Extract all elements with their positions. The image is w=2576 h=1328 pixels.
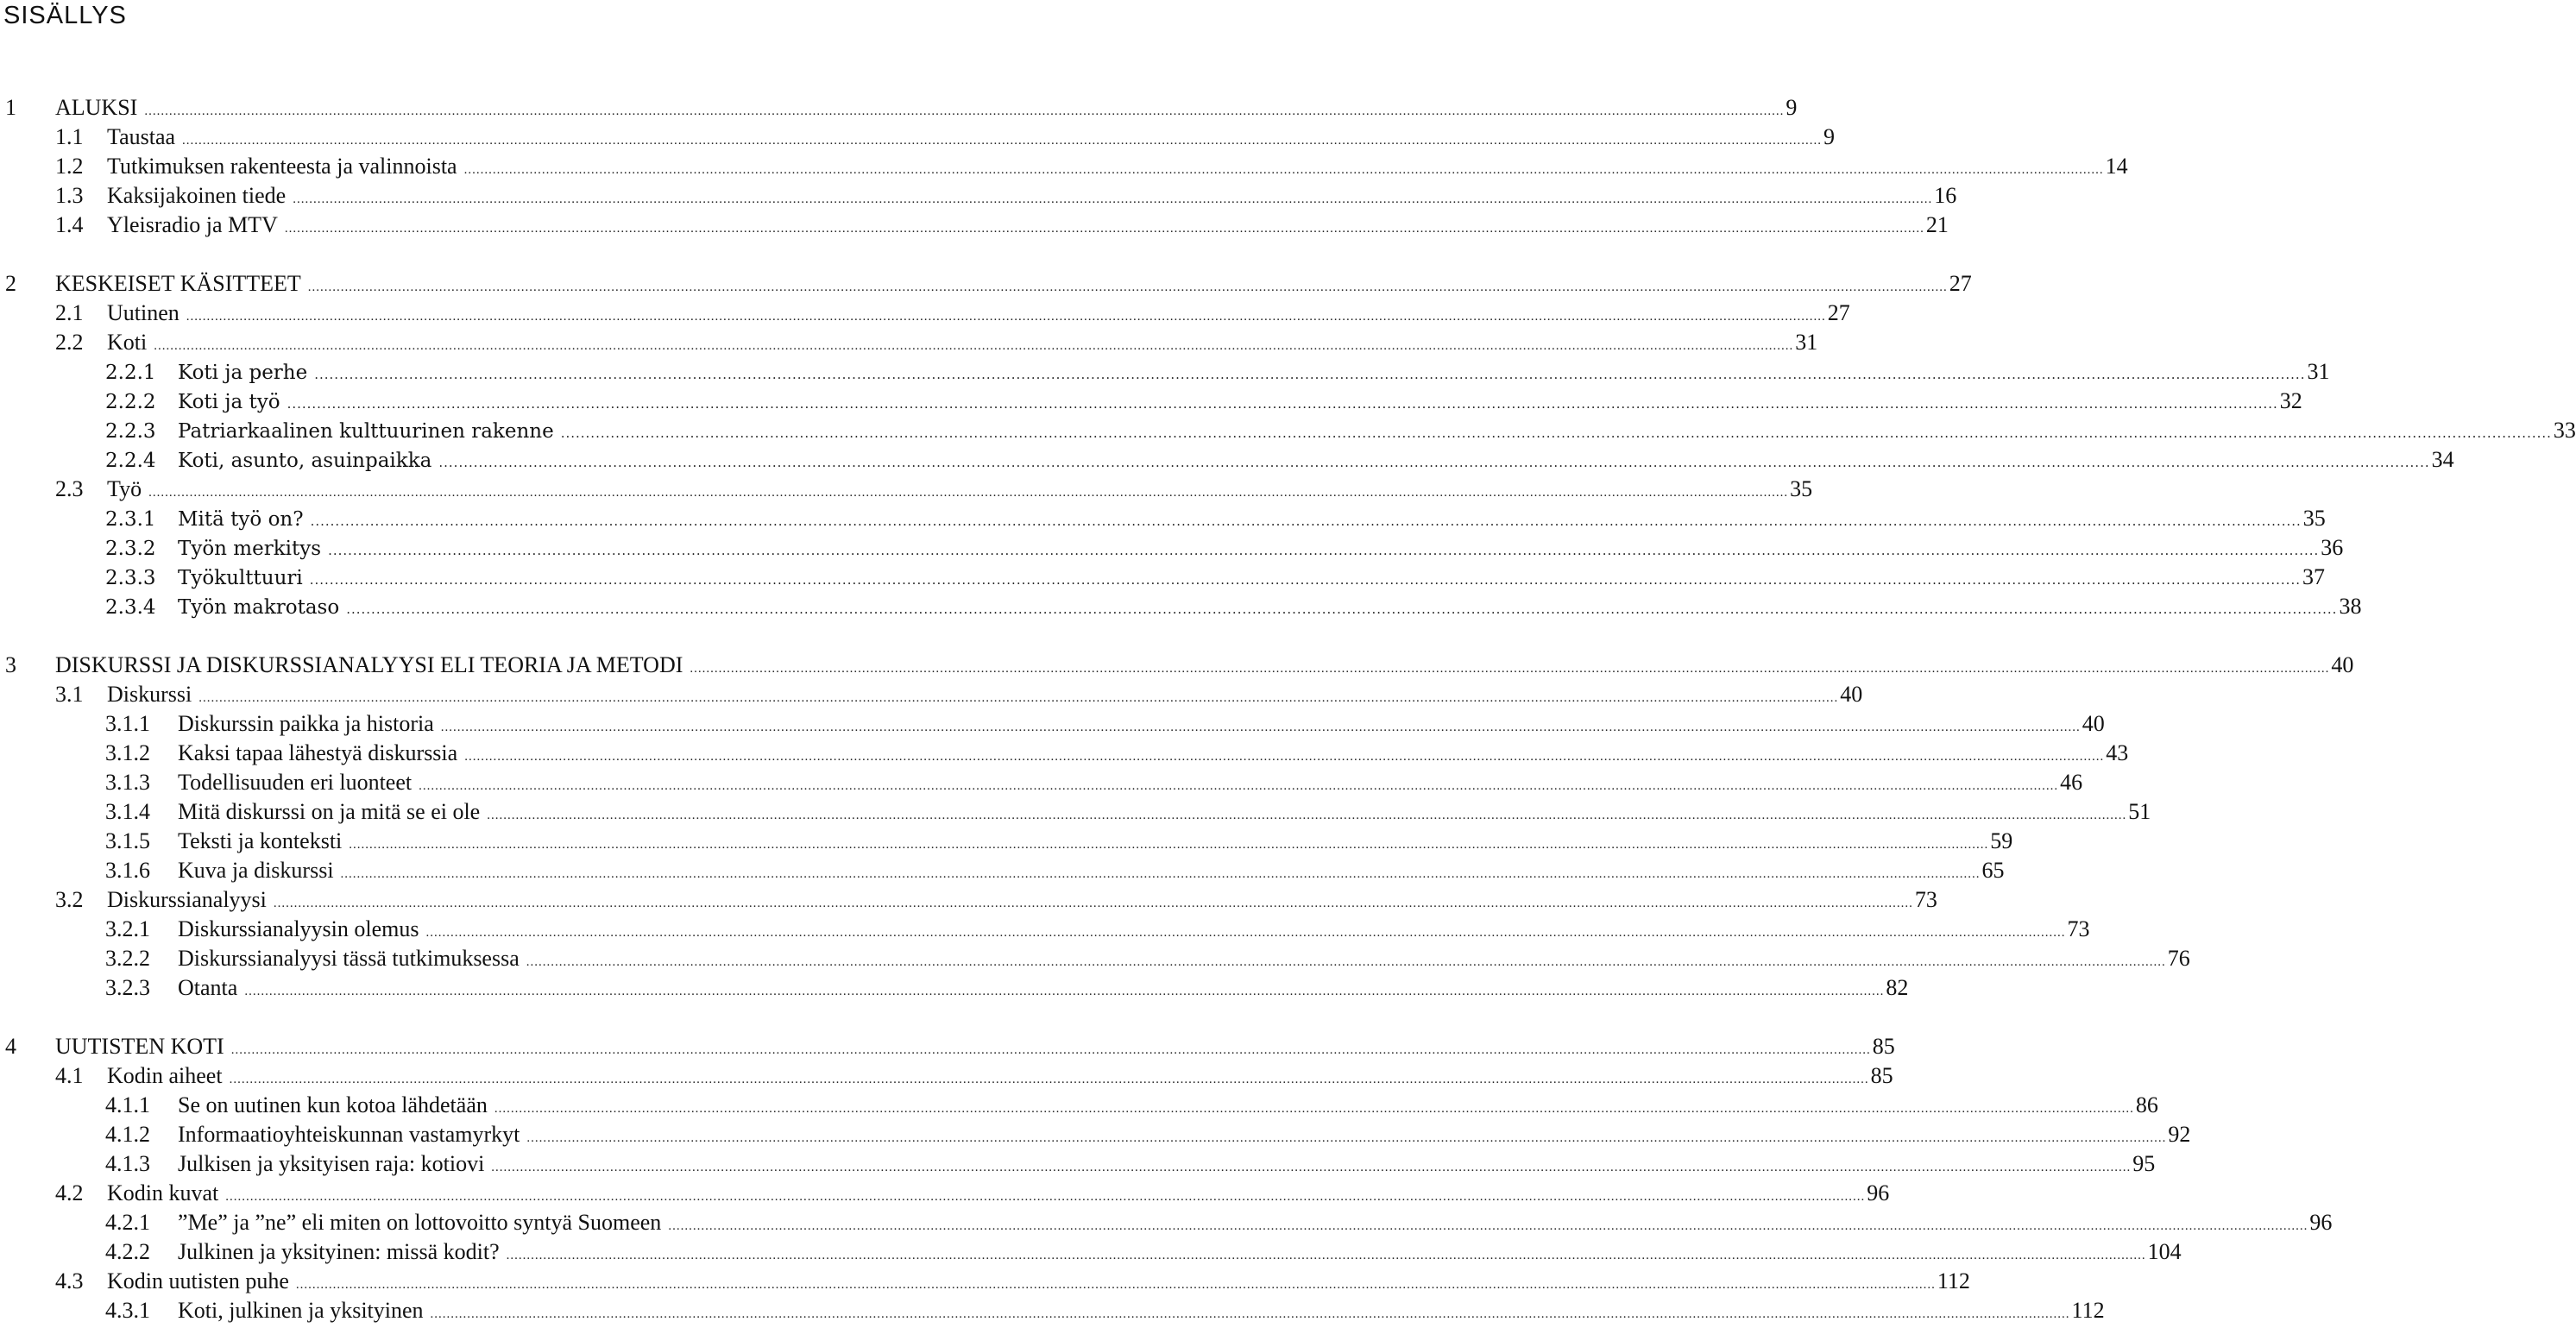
toc-entry-page: 31 (1795, 330, 1818, 355)
toc-entry[interactable] (0, 359, 2330, 385)
toc-entry[interactable] (0, 154, 2128, 179)
toc-entry-number: 2.3.2 (105, 538, 156, 560)
dot-leader: ................................................................................................................................................................................................................................................................................................................................................................................................................ (309, 572, 2301, 588)
toc-entry-number: 1.2 (55, 154, 84, 179)
toc-entry-page: 32 (2279, 388, 2302, 413)
toc-entry-label: Taustaa (107, 124, 176, 149)
toc-entry-number: 2.3 (55, 476, 84, 501)
dot-leader: ................................................................................................................................................................................................................................................................................................................................................................................................................ (230, 1043, 1871, 1057)
toc-entry-label: Patriarkaalinen kulttuurinen rakenne (178, 420, 554, 443)
toc-entry-number: 4.1 (55, 1063, 84, 1088)
dot-leader: ................................................................................................................................................................................................................................................................................................................................................................................................................ (491, 1161, 2132, 1174)
toc-entry-page: 40 (2331, 652, 2354, 677)
toc-entry-label: Koti ja perhe (178, 362, 308, 384)
toc-entry-page: 27 (1949, 271, 1972, 296)
dot-leader: ................................................................................................................................................................................................................................................................................................................................................................................................................ (560, 425, 2552, 441)
toc-entry-label: Kaksijakoinen tiede (107, 183, 287, 208)
toc-entry-page: 9 (1823, 124, 1836, 149)
dot-leader: ................................................................................................................................................................................................................................................................................................................................................................................................................ (494, 1102, 2134, 1116)
toc-entry-number: 3.2 (55, 887, 84, 912)
dot-leader: ................................................................................................................................................................................................................................................................................................................................................................................................................ (244, 985, 1885, 998)
toc-entry[interactable] (0, 124, 1836, 150)
toc-entry-number: 3.1.5 (105, 828, 150, 853)
toc-entry-label: Työn merkitys (178, 538, 322, 560)
toc-entry-label: Koti, julkinen ja yksityinen (178, 1298, 424, 1323)
dot-leader: ................................................................................................................................................................................................................................................................................................................................................................................................................ (148, 486, 1789, 500)
dot-leader: ................................................................................................................................................................................................................................................................................................................................................................................................................ (463, 163, 2104, 177)
toc-entry-label: Diskurssi (107, 682, 192, 707)
toc-entry-number: 2.1 (55, 300, 84, 325)
toc-entry-page: 37 (2302, 564, 2325, 589)
toc-entry[interactable] (0, 388, 2302, 414)
toc-entry[interactable] (0, 740, 2129, 766)
toc-entry[interactable] (0, 1122, 2191, 1148)
toc-entry-number: 2.2.3 (105, 420, 156, 443)
toc-entry-number: 4.1.1 (105, 1092, 150, 1117)
dot-leader: ................................................................................................................................................................................................................................................................................................................................................................................................................ (295, 1278, 1936, 1292)
toc-entry[interactable] (0, 1268, 1970, 1294)
toc-entry-label: Mitä diskurssi on ja mitä se ei ole (178, 799, 481, 824)
dot-leader: ................................................................................................................................................................................................................................................................................................................................................................................................................ (349, 838, 1989, 852)
toc-entry-number: 3.1 (55, 682, 84, 707)
toc-entry[interactable] (0, 858, 2005, 884)
toc-entry-number: 3.1.6 (105, 858, 150, 883)
toc-entry-page: 51 (2128, 799, 2151, 824)
toc-entry-number: 2.3.3 (105, 567, 156, 589)
toc-title: SISÄLLYS (3, 2, 127, 29)
toc-entry[interactable] (0, 418, 2576, 444)
toc-entry-number: 1.1 (55, 124, 84, 149)
toc-entry-page: 34 (2431, 447, 2454, 472)
toc-entry-number: 3.1.2 (105, 740, 150, 765)
toc-entry-page: 14 (2105, 154, 2128, 179)
dot-leader: ................................................................................................................................................................................................................................................................................................................................................................................................................ (440, 721, 2081, 734)
toc-entry-page: 9 (1786, 95, 1798, 120)
dot-leader: ................................................................................................................................................................................................................................................................................................................................................................................................................ (225, 1190, 1866, 1204)
toc-entry[interactable] (0, 1210, 2333, 1236)
dot-leader: ................................................................................................................................................................................................................................................................................................................................................................................................................ (284, 222, 1924, 236)
toc-entry-page: 16 (1934, 183, 1957, 208)
toc-entry[interactable] (0, 183, 1957, 209)
toc-entry-page: 59 (1990, 828, 2013, 853)
toc-entry[interactable] (0, 506, 2326, 532)
toc-entry-number: 2.2 (55, 330, 84, 355)
toc-entry-page: 112 (2071, 1298, 2105, 1323)
toc-entry-page: 96 (2309, 1210, 2333, 1235)
toc-entry-page: 43 (2106, 740, 2129, 765)
dot-leader: ................................................................................................................................................................................................................................................................................................................................................................................................................ (186, 310, 1826, 324)
toc-entry-label: Julkisen ja yksityisen raja: kotiovi (178, 1151, 485, 1176)
toc-entry[interactable] (0, 594, 2362, 620)
toc-entry[interactable] (0, 946, 2190, 972)
dot-leader: ................................................................................................................................................................................................................................................................................................................................................................................................................ (668, 1219, 2308, 1233)
toc-entry-number: 2 (5, 271, 16, 296)
toc-entry-label: Diskurssianalyysi (107, 887, 267, 912)
dot-leader: ................................................................................................................................................................................................................................................................................................................................................................................................................ (340, 867, 1981, 881)
toc-entry-label: Kodin aiheet (107, 1063, 223, 1088)
toc-entry-label: UUTISTEN KOTI (55, 1034, 224, 1059)
toc-entry-number: 2.2.4 (105, 450, 156, 472)
dot-leader: ................................................................................................................................................................................................................................................................................................................................................................................................................ (154, 339, 1794, 353)
toc-entry[interactable] (0, 1298, 2105, 1324)
toc-entry-number: 1.3 (55, 183, 84, 208)
toc-entry-label: Työn makrotaso (178, 596, 340, 619)
toc-entry[interactable] (0, 770, 2083, 796)
toc-entry-label: Diskurssin paikka ja historia (178, 711, 434, 736)
toc-entry-label: Koti (107, 330, 148, 355)
toc-entry-number: 4 (5, 1034, 16, 1059)
toc-entry[interactable] (0, 564, 2325, 590)
toc-entry-number: 3.2.1 (105, 916, 150, 941)
toc-entry-number: 2.2.1 (105, 362, 156, 384)
dot-leader: ................................................................................................................................................................................................................................................................................................................................................................................................................ (310, 513, 2302, 529)
toc-entry-number: 4.3.1 (105, 1298, 150, 1323)
toc-entry-label: Todellisuuden eri luonteet (178, 770, 413, 795)
dot-leader: ................................................................................................................................................................................................................................................................................................................................................................................................................ (307, 280, 1948, 294)
toc-entry[interactable] (0, 1034, 1895, 1060)
dot-leader: ................................................................................................................................................................................................................................................................................................................................................................................................................ (346, 601, 2338, 617)
toc-entry-label: ”Me” ja ”ne” eli miten on lottovoitto syntyä Suomeen (178, 1210, 662, 1235)
toc-entry[interactable] (0, 828, 2013, 854)
dot-leader: ................................................................................................................................................................................................................................................................................................................................................................................................................ (419, 779, 2059, 793)
toc-entry-label: Kaksi tapaa lähestyä diskurssia (178, 740, 458, 765)
toc-entry-number: 3.1.4 (105, 799, 150, 824)
toc-entry-label: Kodin uutisten puhe (107, 1268, 289, 1293)
toc-entry-label: Yleisradio ja MTV (107, 212, 278, 237)
dot-leader: ................................................................................................................................................................................................................................................................................................................................................................................................................ (198, 691, 1839, 705)
toc-entry-number: 2.2.2 (105, 391, 156, 413)
toc-entry-number: 4.1.2 (105, 1122, 150, 1147)
toc-entry-page: 33 (2553, 418, 2576, 443)
toc-entry-label: Koti, asunto, asuinpaikka (178, 450, 432, 472)
dot-leader: ................................................................................................................................................................................................................................................................................................................................................................................................................ (273, 897, 1913, 910)
toc-entry-number: 2.3.1 (105, 508, 156, 531)
dot-leader: ................................................................................................................................................................................................................................................................................................................................................................................................................ (690, 662, 2330, 676)
toc-entry-page: 31 (2307, 359, 2330, 384)
dot-leader: ................................................................................................................................................................................................................................................................................................................................................................................................................ (506, 1249, 2146, 1262)
toc-entry-label: Informaatioyhteiskunnan vastamyrkyt (178, 1122, 520, 1147)
toc-entry-number: 1.4 (55, 212, 84, 237)
toc-entry[interactable] (0, 1180, 1890, 1206)
dot-leader: ................................................................................................................................................................................................................................................................................................................................................................................................................ (526, 1131, 2167, 1145)
toc-entry-number: 4.1.3 (105, 1151, 150, 1176)
toc-entry-number: 3.2.3 (105, 975, 150, 1000)
toc-entry-page: 65 (1981, 858, 2005, 883)
dot-leader: ................................................................................................................................................................................................................................................................................................................................................................................................................ (487, 809, 2127, 822)
toc-entry-number: 3.1.3 (105, 770, 150, 795)
toc-entry[interactable] (0, 535, 2344, 561)
toc-entry[interactable] (0, 799, 2151, 825)
toc-entry-page: 85 (1872, 1034, 1895, 1059)
dot-leader: ................................................................................................................................................................................................................................................................................................................................................................................................................ (287, 396, 2278, 412)
dot-leader: ................................................................................................................................................................................................................................................................................................................................................................................................................ (182, 134, 1823, 148)
toc-entry[interactable] (0, 1092, 2158, 1118)
toc-entry[interactable] (0, 916, 2090, 942)
toc-entry[interactable] (0, 652, 2354, 678)
toc-entry-label: Julkinen ja yksityinen: missä kodit? (178, 1239, 500, 1264)
toc-entry-page: 73 (2067, 916, 2090, 941)
toc-entry[interactable] (0, 1151, 2156, 1177)
toc-entry-label: ALUKSI (55, 95, 138, 120)
toc-entry-number: 3 (5, 652, 16, 677)
toc-entry-page: 35 (1790, 476, 1813, 501)
toc-entry-page: 96 (1867, 1180, 1890, 1205)
dot-leader: ................................................................................................................................................................................................................................................................................................................................................................................................................ (430, 1307, 2070, 1321)
toc-entry-page: 104 (2147, 1239, 2182, 1264)
toc-entry-number: 4.2.2 (105, 1239, 150, 1264)
dot-leader: ................................................................................................................................................................................................................................................................................................................................................................................................................ (144, 104, 1785, 118)
toc-entry-label: Kuva ja diskurssi (178, 858, 334, 883)
toc-entry[interactable] (0, 711, 2105, 737)
toc-entry[interactable] (0, 975, 1909, 1001)
toc-entry-label: Uutinen (107, 300, 180, 325)
toc-entry-number: 4.2.1 (105, 1210, 150, 1235)
toc-entry[interactable] (0, 447, 2454, 473)
toc-entry-label: Koti ja työ (178, 391, 280, 413)
dot-leader: ................................................................................................................................................................................................................................................................................................................................................................................................................ (464, 750, 2105, 764)
toc-entry[interactable] (0, 1063, 1893, 1089)
toc-entry-page: 86 (2135, 1092, 2158, 1117)
toc-entry-label: Mitä työ on? (178, 508, 304, 531)
toc-entry-page: 38 (2339, 594, 2362, 619)
toc-entry-label: Kodin kuvat (107, 1180, 219, 1205)
toc-entry-page: 40 (1840, 682, 1863, 707)
toc-entry-number: 2.3.4 (105, 596, 156, 619)
dot-leader: ................................................................................................................................................................................................................................................................................................................................................................................................................ (314, 367, 2306, 382)
toc-entry-label: Diskurssianalyysi tässä tutkimuksessa (178, 946, 520, 971)
toc-entry-label: DISKURSSI JA DISKURSSIANALYYSI ELI TEORIA JA METODI (55, 652, 683, 677)
toc-entry-label: Se on uutinen kun kotoa lähdetään (178, 1092, 488, 1117)
toc-entry-page: 35 (2302, 506, 2326, 531)
toc-entry-label: Teksti ja konteksti (178, 828, 343, 853)
toc-entry-number: 4.2 (55, 1180, 84, 1205)
toc-entry-page: 95 (2132, 1151, 2156, 1176)
dot-leader: ................................................................................................................................................................................................................................................................................................................................................................................................................ (328, 543, 2320, 558)
toc-entry[interactable] (0, 682, 1863, 708)
dot-leader: ................................................................................................................................................................................................................................................................................................................................................................................................................ (229, 1073, 1869, 1086)
toc-entry-page: 112 (1937, 1268, 1970, 1293)
toc-entry-number: 4.3 (55, 1268, 84, 1293)
toc-entry-page: 82 (1886, 975, 1909, 1000)
toc-entry-label: Työkulttuuri (178, 567, 303, 589)
toc-entry-label: Tutkimuksen rakenteesta ja valinnoista (107, 154, 457, 179)
toc-entry-page: 85 (1870, 1063, 1893, 1088)
toc-entry-page: 21 (1925, 212, 1949, 237)
toc-entry[interactable] (0, 1239, 2182, 1265)
toc-entry-page: 36 (2321, 535, 2344, 560)
toc-entry-page: 73 (1914, 887, 1937, 912)
toc-entry-label: Diskurssianalyysin olemus (178, 916, 419, 941)
dot-leader: ................................................................................................................................................................................................................................................................................................................................................................................................................ (425, 926, 2066, 940)
toc-entry-page: 76 (2167, 946, 2190, 971)
toc-entry-page: 92 (2168, 1122, 2191, 1147)
toc-entry-page: 46 (2060, 770, 2083, 795)
toc-entry[interactable] (0, 212, 1949, 238)
toc-entry-page: 40 (2082, 711, 2105, 736)
toc-entry[interactable] (0, 476, 1813, 502)
dot-leader: ................................................................................................................................................................................................................................................................................................................................................................................................................ (293, 192, 1933, 206)
toc-entry-label: Otanta (178, 975, 238, 1000)
toc-entry[interactable] (0, 887, 1937, 913)
toc-entry[interactable] (0, 300, 1850, 326)
toc-entry-number: 3.1.1 (105, 711, 150, 736)
toc-entry[interactable] (0, 330, 1818, 356)
toc-entry[interactable] (0, 271, 1972, 297)
toc-entry-number: 3.2.2 (105, 946, 150, 971)
dot-leader: ................................................................................................................................................................................................................................................................................................................................................................................................................ (438, 455, 2430, 470)
toc-entry[interactable] (0, 95, 1798, 121)
toc-entry-label: Työ (107, 476, 142, 501)
dot-leader: ................................................................................................................................................................................................................................................................................................................................................................................................................ (526, 955, 2166, 969)
toc-entry-page: 27 (1827, 300, 1850, 325)
toc-entry-label: KESKEISET KÄSITTEET (55, 271, 301, 296)
toc-entry-number: 1 (5, 95, 16, 120)
